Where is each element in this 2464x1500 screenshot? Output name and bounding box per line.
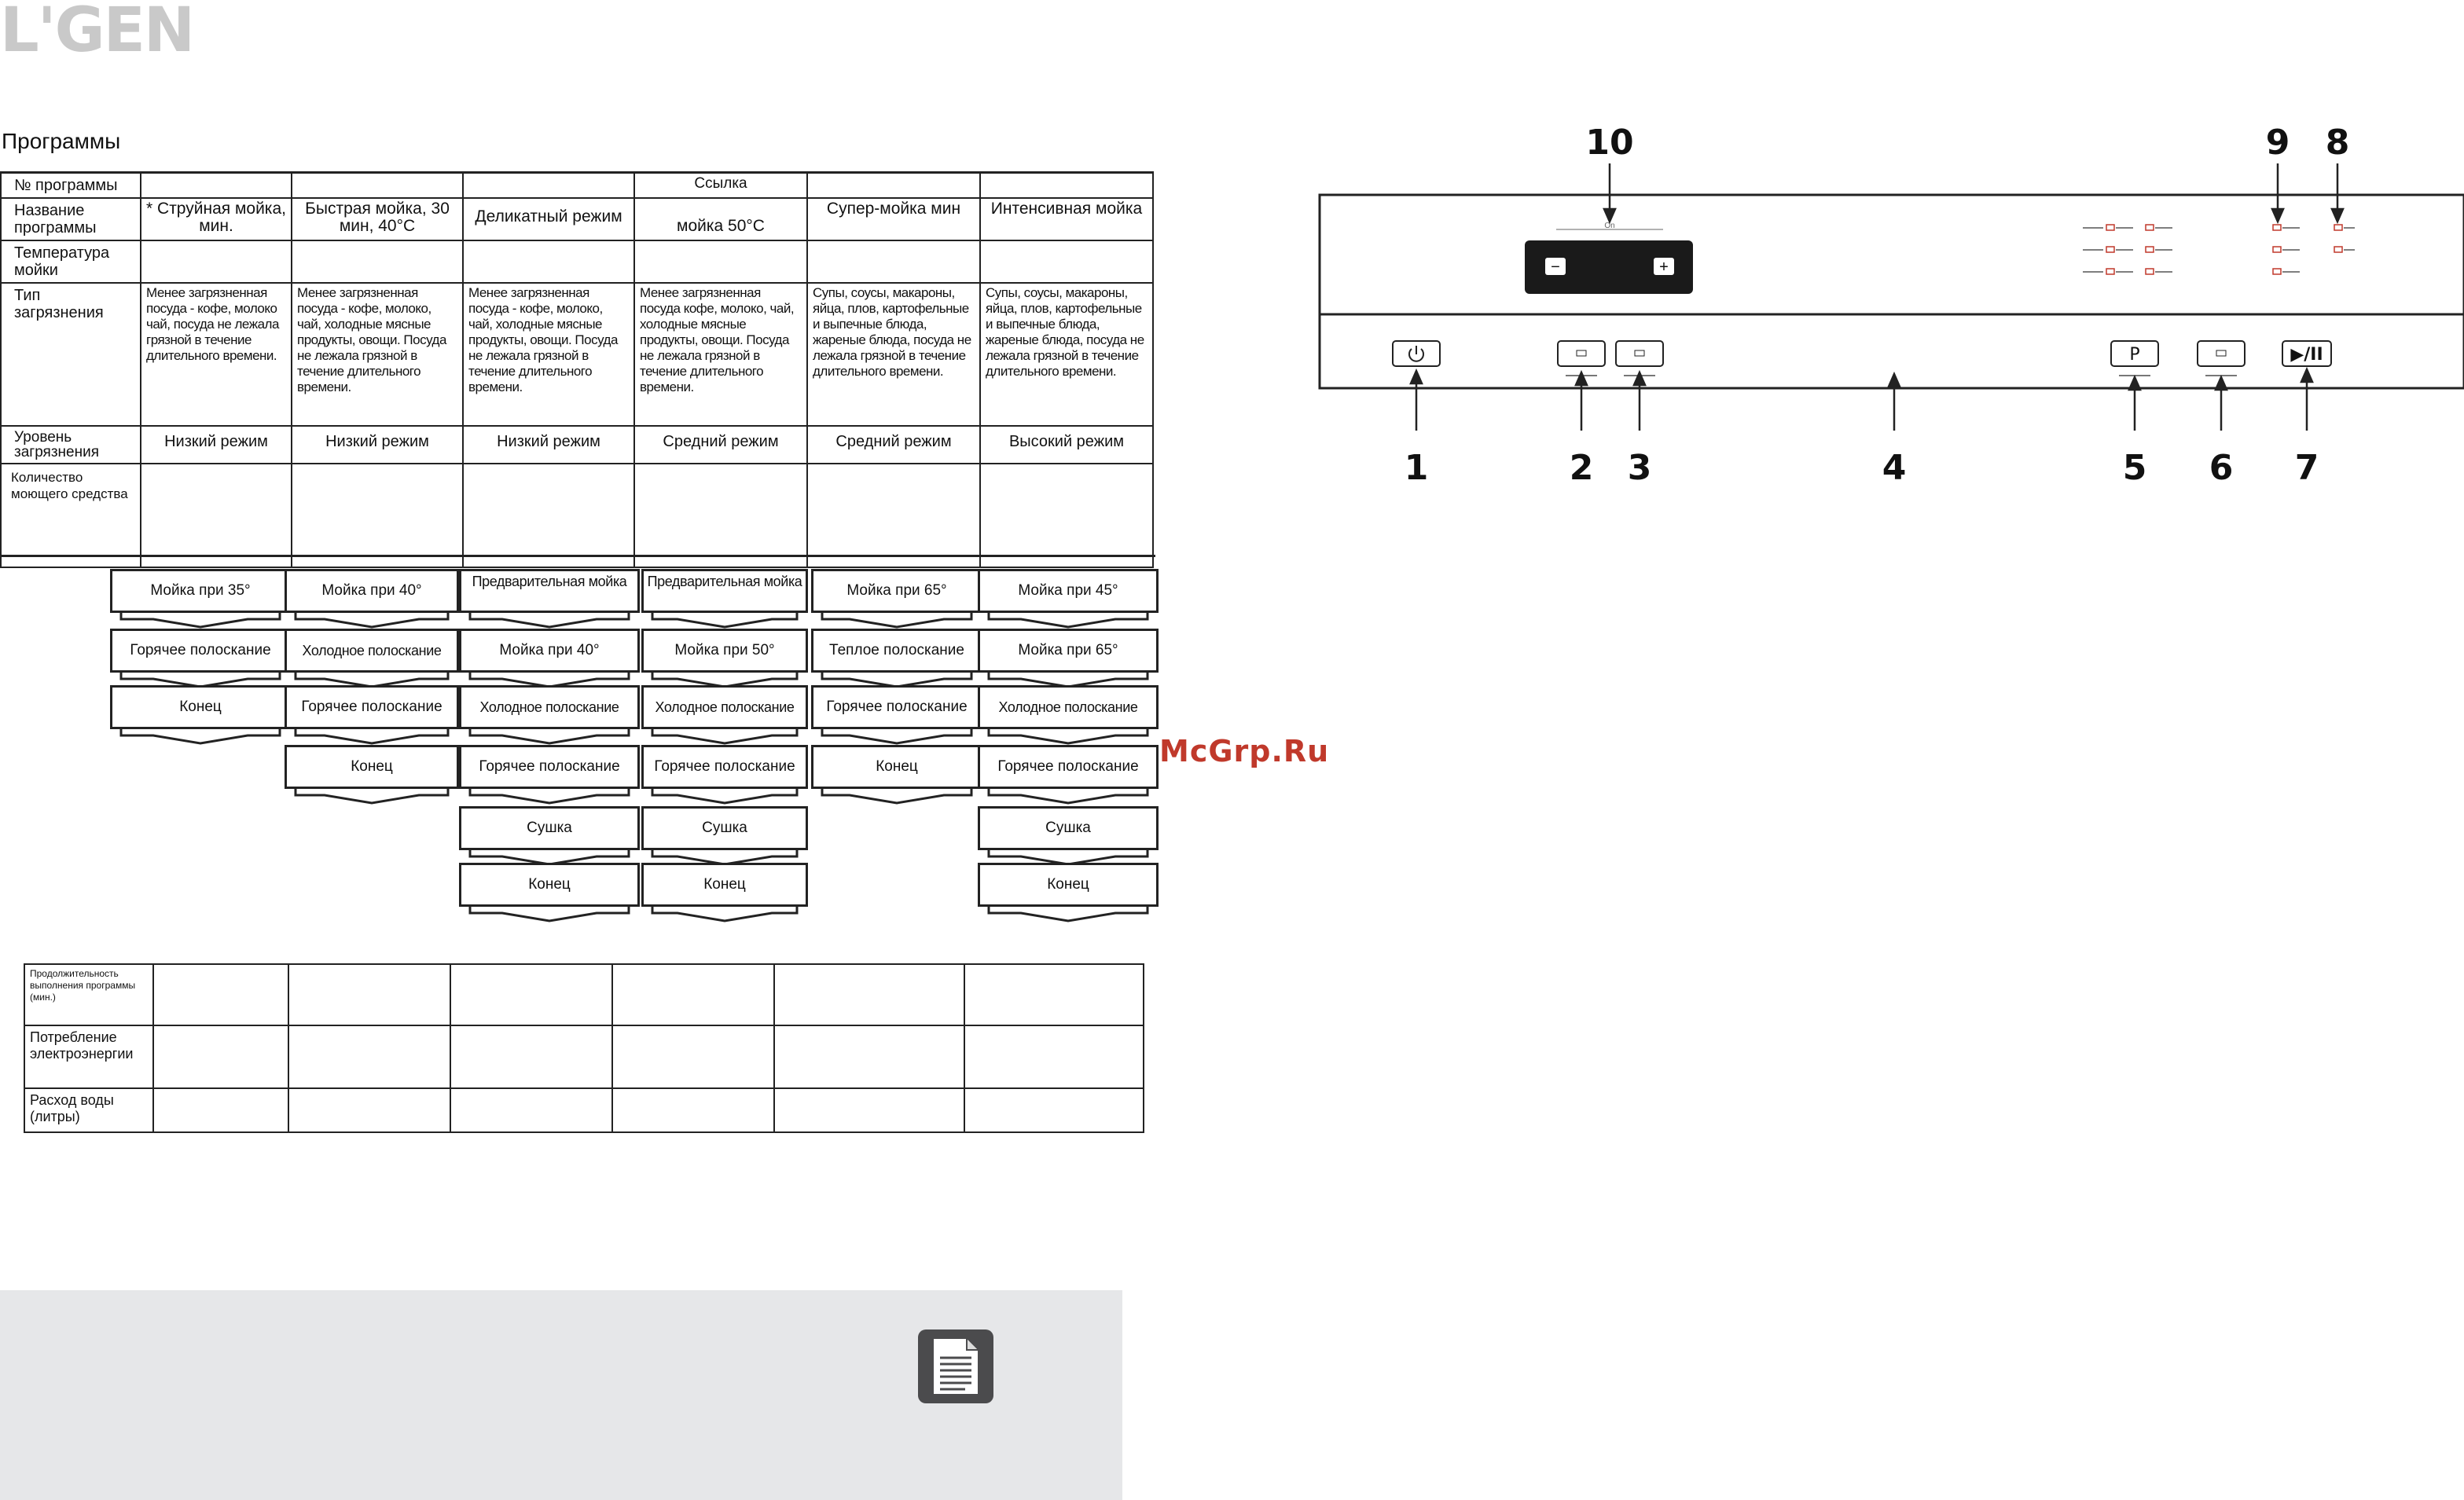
minus-key-label: −: [1551, 259, 1560, 276]
option-button-6[interactable]: [2198, 341, 2245, 366]
program-level-3: Низкий режим: [463, 426, 634, 464]
callout-number: 3: [1627, 448, 1652, 488]
flow-step: Мойка при 40°: [285, 569, 459, 613]
section-title: Программы: [2, 129, 121, 153]
flow-step: Конец: [811, 745, 982, 789]
stats-water-label: Расход воды (литры): [24, 1088, 153, 1132]
option-button-3[interactable]: [1616, 341, 1663, 366]
program-number-4: Ссылка: [634, 173, 807, 199]
program-soil-6: Супы, соусы, макароны, яйца, плов, картофельные и выпечные блюда, жареные блюда, посуда не лежала грязной в течение длительного времени.: [980, 283, 1153, 426]
flow-step: Мойка при 65°: [978, 629, 1159, 673]
row-label-number: № программы: [1, 173, 141, 199]
display-small-label: On: [1604, 222, 1615, 230]
program-level-2: Низкий режим: [292, 426, 463, 464]
flow-step: Предварительная мойка: [459, 569, 640, 613]
callout-number: 2: [1569, 448, 1594, 488]
program-level-1: Низкий режим: [141, 426, 292, 464]
stats-duration-label: Продолжительность выполнения программы (мин.): [24, 964, 153, 1025]
program-name-4: мойка 50°С: [634, 198, 807, 240]
flow-step: Мойка при 65°: [811, 569, 982, 613]
row-label-temperature: Температура мойки: [1, 240, 141, 283]
program-name-1: * Струйная мойка, мин.: [141, 198, 292, 240]
program-level-6: Высокий режим: [980, 426, 1153, 464]
flow-step: Конец: [978, 863, 1159, 907]
start-pause-label: ▶/II: [2290, 345, 2323, 365]
program-name-2: Быстрая мойка, 30 мин, 40°С: [292, 198, 463, 240]
program-name-6: Интенсивная мойка: [980, 198, 1153, 240]
row-label-soil-level: Уровень загрязнения: [1, 426, 141, 464]
callout-number: 7: [2294, 448, 2319, 488]
program-button-label: P: [2129, 345, 2140, 365]
flow-step: Конец: [459, 863, 640, 907]
flow-step: Сушка: [459, 806, 640, 850]
flow-step: Конец: [110, 685, 291, 729]
callout-number: 9: [2265, 123, 2290, 163]
program-soil-5: Супы, соусы, макароны, яйца, плов, картофельные и выпечные блюда, жареные блюда, посуда не лежала грязной в течение длительного времени.: [807, 283, 980, 426]
flow-step: Горячее полоскание: [641, 745, 808, 789]
option-button-2[interactable]: [1558, 341, 1605, 366]
callout-number: 1: [1404, 448, 1429, 488]
flow-step: Горячее полоскание: [459, 745, 640, 789]
flow-step: Холодное полоскание: [285, 629, 459, 673]
program-name-3: Деликатный режим: [463, 198, 634, 240]
flow-step: Сушка: [641, 806, 808, 850]
program-level-5: Средний режим: [807, 426, 980, 464]
watermark: McGrp.Ru: [1159, 734, 1330, 768]
flow-step: Мойка при 50°: [641, 629, 808, 673]
flow-step: Мойка при 40°: [459, 629, 640, 673]
flow-step: Мойка при 45°: [978, 569, 1159, 613]
flow-step: Холодное полоскание: [641, 685, 808, 729]
flow-step: Холодное полоскание: [459, 685, 640, 729]
brand-logo: L'GEN: [0, 0, 194, 66]
flow-step: Конец: [285, 745, 459, 789]
row-label-detergent: Количество моющего средства: [1, 464, 141, 567]
flow-step: Сушка: [978, 806, 1159, 850]
flow-step: Конец: [641, 863, 808, 907]
flow-step: Холодное полоскание: [978, 685, 1159, 729]
flow-step: Горячее полоскание: [811, 685, 982, 729]
callout-number: 8: [2325, 123, 2350, 163]
callout-number: 10: [1585, 123, 1634, 163]
plus-key-label: +: [1659, 259, 1669, 276]
row-label-name: Название программы: [1, 198, 141, 240]
flow-step: Горячее полоскание: [978, 745, 1159, 789]
callout-number: 5: [2122, 448, 2147, 488]
program-level-4: Средний режим: [634, 426, 807, 464]
flow-step: Мойка при 35°: [110, 569, 291, 613]
flow-step: Горячее полоскание: [285, 685, 459, 729]
callout-number: 4: [1882, 448, 1907, 488]
program-soil-1: Менее загрязненная посуда - кофе, молоко чай, посуда не лежала грязной в течение длительного времени.: [141, 283, 292, 426]
program-soil-2: Менее загрязненная посуда - кофе, молоко, чай, холодные мясные продукты, овощи. Посуда не лежала грязной в течение длительного времени.: [292, 283, 463, 426]
flow-step: Горячее полоскание: [110, 629, 291, 673]
program-soil-4: Менее загрязненная посуда кофе, молоко, чай, холодные мясные продукты, овощи. Посуда не лежала грязной в течение длительного времени.: [634, 283, 807, 426]
program-name-5: Супер-мойка мин: [807, 198, 980, 240]
stats-energy-label: Потребление электроэнергии: [24, 1025, 153, 1088]
callout-number: 6: [2209, 448, 2234, 488]
flow-step: Предварительная мойка: [641, 569, 808, 613]
flow-step: Теплое полоскание: [811, 629, 982, 673]
row-label-soil-type: Тип загрязнения: [1, 283, 141, 426]
program-soil-3: Менее загрязненная посуда - кофе, молоко, чай, холодные мясные продукты, овощи. Посуда не лежала грязной в течение длительного времени.: [463, 283, 634, 426]
